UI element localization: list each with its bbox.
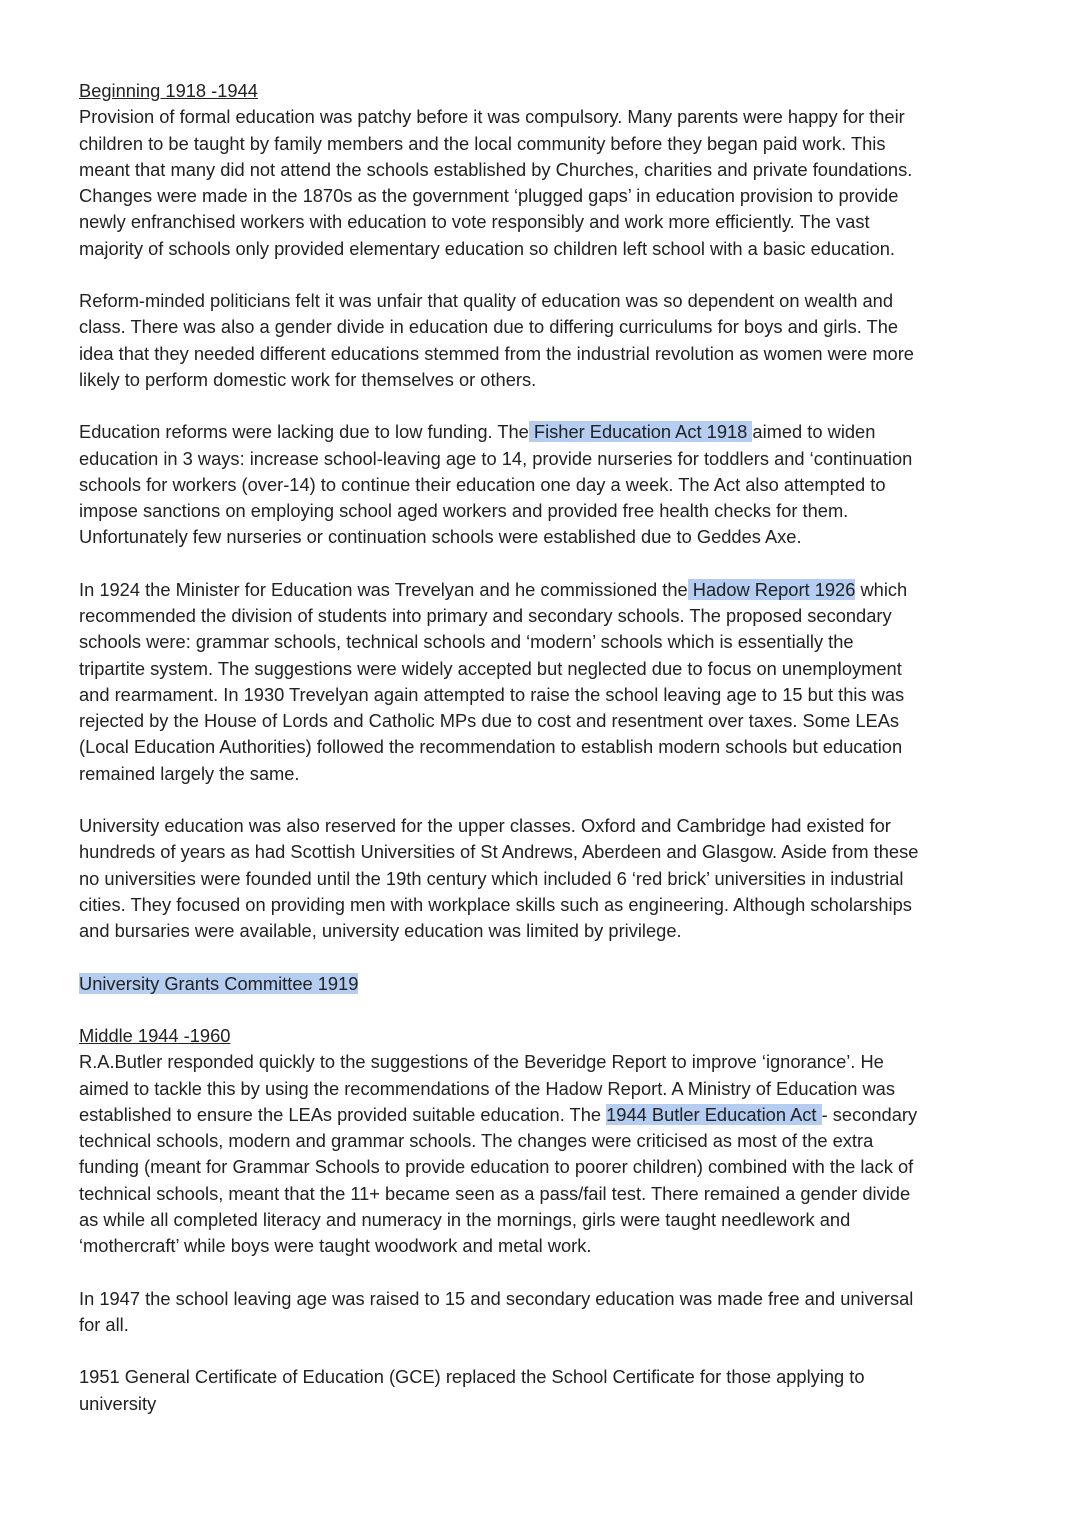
text-run: aimed to tackle this by using the recommendations of the Hadow Report. A Ministry of Education was — [79, 1077, 895, 1099]
text-run: as while all completed literacy and numeracy in the mornings, girls were taught needlework and — [79, 1208, 851, 1230]
text-line — [79, 918, 1019, 944]
text-line — [79, 1076, 1019, 1102]
text-run: Education reforms were lacking due to low funding. The — [79, 421, 529, 443]
text-run: technical schools, modern and grammar schools. The changes were criticised as most of the extra — [79, 1130, 874, 1151]
text-line — [79, 1128, 1019, 1154]
text-line — [79, 236, 1019, 262]
text-run: ‘mothercraft’ while boys were taught woodwork and metal work. — [79, 1235, 592, 1256]
text-run: In 1947 the school leaving age was raised to 15 and secondary education was made free and universal — [79, 1287, 914, 1309]
text-run: Provision of formal education was patchy before it was compulsory. Many parents were happy for their — [79, 106, 905, 128]
text-run: meant that many did not attend the schools established by Churches, charities and private foundations. — [79, 158, 913, 180]
blank-line — [79, 393, 1019, 419]
text-line — [79, 1207, 1019, 1233]
text-run: university — [79, 1392, 157, 1414]
text-run: aimed to widen — [752, 421, 876, 443]
text-run: children to be taught by family members and the local community before they began paid work. This — [79, 132, 886, 154]
text-run: education in 3 ways: increase school-leaving age to 14, provide nurseries for toddlers and ‘continuation — [79, 447, 913, 469]
text-line — [79, 603, 1019, 629]
text-run: funding (meant for Grammar Schools to provide education to poorer children) combined with the lack of — [79, 1156, 914, 1178]
text-line — [79, 183, 1019, 209]
text-line — [79, 157, 1019, 183]
text-run: established to ensure the LEAs provided suitable education. The — [79, 1103, 607, 1125]
text-run: schools were: grammar schools, technical schools and ‘modern’ schools which is essentially the — [79, 631, 854, 653]
text-line — [79, 209, 1019, 235]
text-line — [79, 1154, 1019, 1180]
section-heading: Beginning 1918 -1944 — [79, 80, 258, 101]
text-line — [79, 1023, 1019, 1049]
text-run: class. There was also a gender divide in education due to differing curriculums for boys and girls. The — [79, 316, 899, 338]
text-line — [79, 419, 1019, 445]
text-run: Changes were made in the 1870s as the government ‘plugged gaps’ in education provision to provide — [79, 185, 899, 206]
highlighted-text: Hadow Report 1926 — [687, 578, 856, 600]
text-line — [79, 971, 1019, 997]
text-run: hundreds of years as had Scottish Universities of St Andrews, Aberdeen and Glasgow. Aside from these — [79, 841, 919, 863]
text-run: (Local Education Authorities) followed the recommendation to establish modern schools but education — [79, 736, 903, 758]
text-run: no universities were founded until the 19th century which included 6 ‘red brick’ universities in industrial — [79, 867, 904, 889]
text-line — [79, 656, 1019, 682]
text-line — [79, 708, 1019, 734]
text-run: University education was also reserved for the upper classes. Oxford and Cambridge had existed for — [79, 815, 891, 836]
text-run: recommended the division of students into primary and secondary schools. The proposed secondary — [79, 605, 892, 626]
text-run: tripartite system. The suggestions were widely accepted but neglected due to focus on unemployment — [79, 657, 902, 679]
text-run: technical schools, meant that the 11+ became seen as a pass/fail test. There remained a gender divide — [79, 1182, 911, 1204]
text-line — [79, 1102, 1019, 1128]
text-line — [79, 629, 1019, 655]
blank-line — [79, 551, 1019, 577]
text-run: majority of schools only provided elementary education so children left school with a basic education. — [79, 237, 895, 259]
text-line — [79, 78, 1019, 104]
document-body — [79, 78, 1019, 1417]
text-run: and rearmament. In 1930 Trevelyan again attempted to raise the school leaving age to 15 but this was — [79, 683, 905, 705]
text-run: remained largely the same. — [79, 762, 300, 784]
text-run: Unfortunately few nurseries or continuation schools were established due to Geddes Axe. — [79, 526, 802, 548]
text-line — [79, 892, 1019, 918]
text-run: Reform-minded politicians felt it was unfair that quality of education was so dependent on wealth and — [79, 290, 893, 311]
text-line — [79, 761, 1019, 787]
text-run: likely to perform domestic work for themselves or others. — [79, 368, 537, 390]
text-run: idea that they needed different educations stemmed from the industrial revolution as women were more — [79, 342, 914, 364]
text-line — [79, 446, 1019, 472]
text-run: schools for workers (over-14) to continue their education one day a week. The Act also attempted to — [79, 473, 886, 495]
text-run: and bursaries were available, university education was limited by privilege. — [79, 920, 682, 941]
text-line — [79, 839, 1019, 865]
text-line — [79, 1233, 1019, 1259]
text-line — [79, 367, 1019, 393]
section-heading: Middle 1944 -1960 — [79, 1025, 231, 1046]
text-line — [79, 1181, 1019, 1207]
text-run: R.A.Butler responded quickly to the suggestions of the Beveridge Report to improve ‘ignorance’. He — [79, 1051, 884, 1073]
text-line — [79, 341, 1019, 367]
highlighted-text: 1944 Butler Education Act — [606, 1103, 822, 1125]
text-line — [79, 314, 1019, 340]
blank-line — [79, 944, 1019, 970]
text-line — [79, 131, 1019, 157]
text-line — [79, 104, 1019, 130]
text-run: for all. — [79, 1313, 129, 1335]
text-run: - secondary — [821, 1103, 918, 1125]
text-line — [79, 577, 1019, 603]
text-run: rejected by the House of Lords and Catholic MPs due to cost and resentment over taxes. Some LEAs — [79, 710, 900, 731]
text-line — [79, 524, 1019, 550]
blank-line — [79, 1338, 1019, 1364]
text-run: which — [855, 578, 908, 600]
text-line — [79, 1391, 1019, 1417]
text-line — [79, 288, 1019, 314]
blank-line — [79, 787, 1019, 813]
text-line — [79, 682, 1019, 708]
text-line — [79, 472, 1019, 498]
highlighted-text: University Grants Committee 1919 — [79, 972, 359, 994]
highlighted-text: Fisher Education Act 1918 — [528, 421, 753, 443]
text-run: cities. They focused on providing men with workplace skills such as engineering. Although scholarships — [79, 893, 912, 915]
text-line — [79, 866, 1019, 892]
blank-line — [79, 997, 1019, 1023]
text-run: impose sanctions on employing school aged workers and provided free health checks for them. — [79, 500, 849, 521]
text-run: 1951 General Certificate of Education (GCE) replaced the School Certificate for those applying to — [79, 1366, 865, 1388]
text-run: newly enfranchised workers with education to vote responsibly and work more efficiently. The vast — [79, 211, 870, 233]
text-run: In 1924 the Minister for Education was Trevelyan and he commissioned the — [79, 578, 688, 600]
text-line — [79, 1286, 1019, 1312]
text-line — [79, 734, 1019, 760]
text-line — [79, 1312, 1019, 1338]
text-line — [79, 813, 1019, 839]
text-line — [79, 1049, 1019, 1075]
blank-line — [79, 262, 1019, 288]
text-line — [79, 498, 1019, 524]
blank-line — [79, 1259, 1019, 1285]
text-line — [79, 1364, 1019, 1390]
